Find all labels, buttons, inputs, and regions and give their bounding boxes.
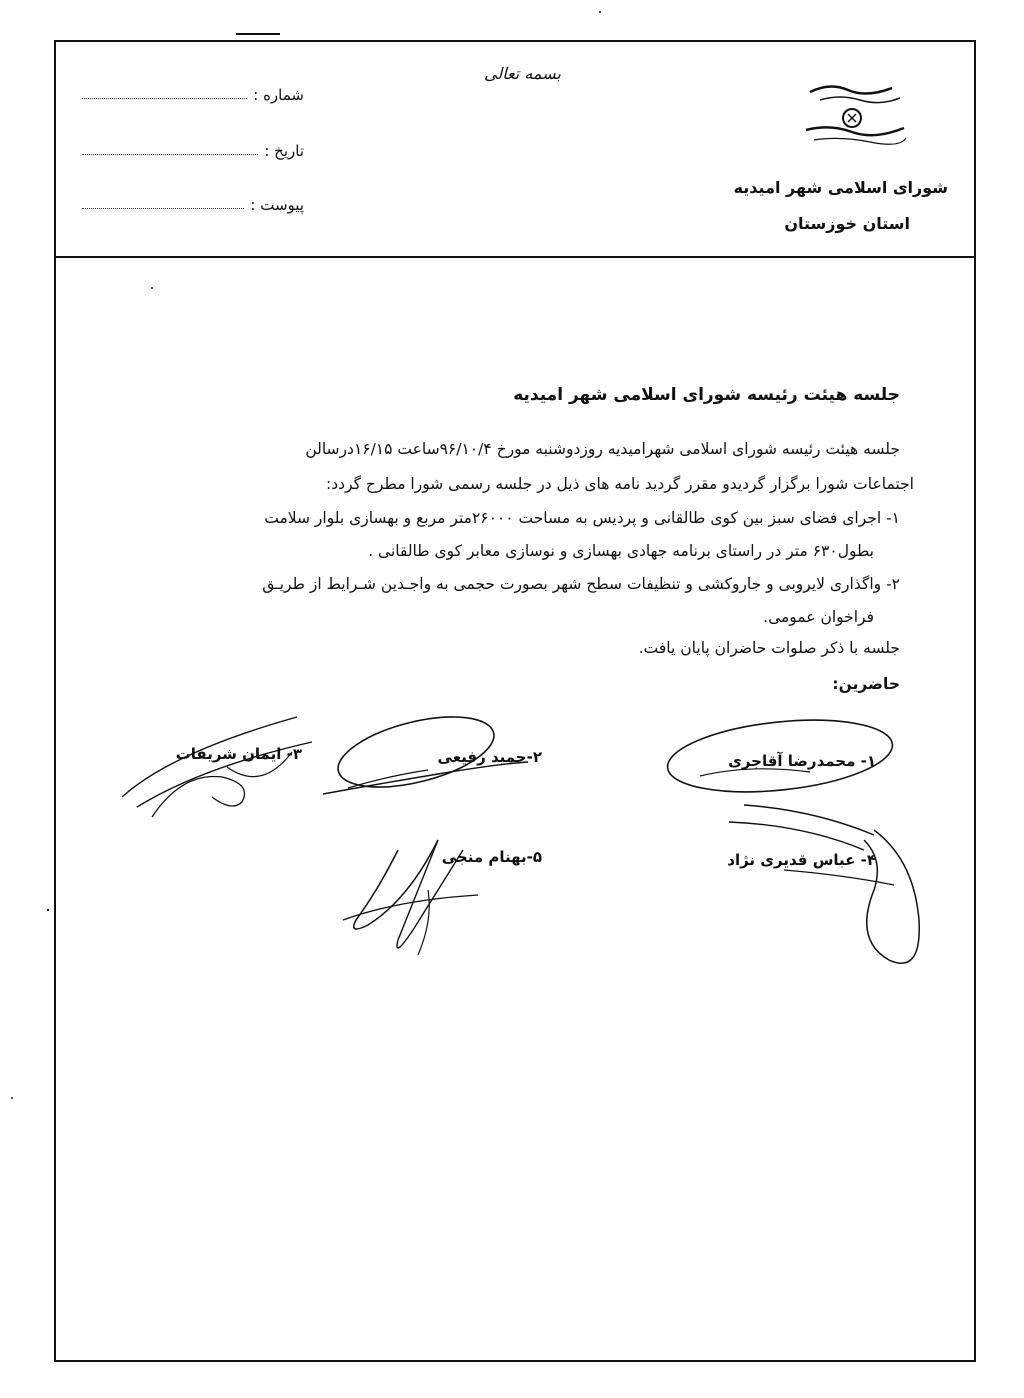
attendee-2-name: ۲-حمید رفیعی bbox=[437, 748, 542, 766]
date-label: تاریخ : bbox=[264, 142, 304, 160]
attendee-3-name: ۳- ایمان شریفات bbox=[175, 745, 302, 763]
document-title: جلسه هیئت رئیسه شورای اسلامی شهر امیدیه bbox=[513, 385, 900, 405]
agenda-item-1-line-2: بطول۶۳۰ متر در راستای برنامه جهادی بهسازی و نوسازی معابر کوی طالقانی . bbox=[368, 542, 874, 560]
agenda-item-2-line-2: فراخوان عمومی. bbox=[763, 608, 874, 626]
number-label: شماره : bbox=[253, 86, 304, 104]
attendee-1-name: ۱- محمدرضا آقاجری bbox=[728, 752, 876, 770]
attendee-5-name: ۵-بهنام منجی bbox=[441, 848, 542, 866]
province-name: استان خوزستان bbox=[784, 214, 910, 233]
attendee-4-name: ۴- عباس قدیری نژاد bbox=[727, 851, 876, 869]
intro-line-1: جلسه هیئت رئیسه شورای اسلامی شهرامیدیه روزدوشنبه مورخ ۹۶/۱۰/۴ساعت ۱۶/۱۵درسالن bbox=[305, 440, 900, 458]
attendees-label: حاضرین: bbox=[832, 675, 900, 693]
closing-sentence: جلسه با ذکر صلوات حاضران پایان یافت. bbox=[638, 639, 900, 657]
organization-name: شورای اسلامی شهر امیدیه bbox=[733, 178, 948, 197]
invocation: بسمه تعالی bbox=[484, 64, 561, 83]
attachment-label: پیوست : bbox=[250, 196, 304, 214]
agenda-item-2-line-1: ۲- واگذاری لایروبی و جاروکشی و تنظیفات سطح شهر بصورت حجمی به واجـدین شـرایط از طریـق bbox=[262, 575, 900, 593]
intro-line-2: اجتماعات شورا برگزار گردیدو مقرر گردید نامه های ذیل در جلسه رسمی شورا مطرح گردد: bbox=[326, 475, 914, 493]
agenda-item-1-line-1: ۱- اجرای فضای سبز بین کوی طالقانی و پردیس به مساحت ۲۶۰۰۰متر مربع و بهسازی بلوار سلامت bbox=[264, 509, 900, 527]
